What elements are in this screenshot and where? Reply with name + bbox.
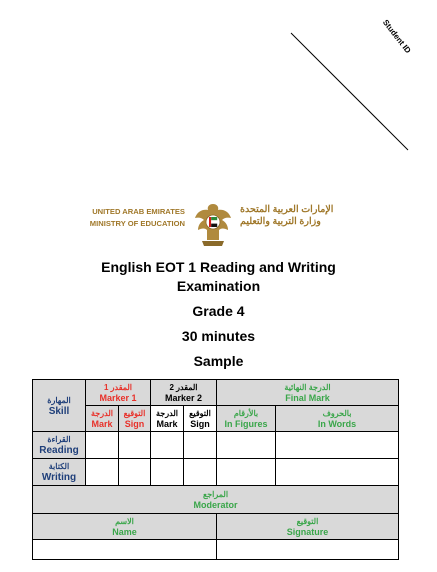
exam-sample-label: Sample bbox=[193, 353, 244, 369]
moderator-name-header: الاسم Name bbox=[33, 514, 217, 540]
uae-falcon-emblem-icon bbox=[192, 200, 234, 248]
marker2-mark-header: الدرجة Mark bbox=[151, 406, 184, 432]
student-id-box-line bbox=[0, 0, 437, 160]
moderator-name-cell[interactable] bbox=[33, 540, 217, 560]
writing-marker1-sign-cell[interactable] bbox=[119, 459, 151, 486]
ministry-name-arabic: الإمارات العربية المتحدة وزارة التربية والتعليم bbox=[240, 204, 334, 227]
writing-row-label: الكتابة Writing bbox=[33, 459, 86, 486]
writing-marker2-sign-cell[interactable] bbox=[184, 459, 217, 486]
writing-marker2-mark-cell[interactable] bbox=[151, 459, 184, 486]
writing-words-cell[interactable] bbox=[276, 459, 399, 486]
writing-marker1-mark-cell[interactable] bbox=[86, 459, 119, 486]
skill-header: المهارة Skill bbox=[33, 380, 86, 432]
marker2-sign-header: التوقيع Sign bbox=[184, 406, 217, 432]
reading-marker2-sign-cell[interactable] bbox=[184, 432, 217, 459]
moderator-signature-header: التوقيع Signature bbox=[217, 514, 399, 540]
marker1-mark-header: الدرجة Mark bbox=[86, 406, 119, 432]
moderator-signature-cell[interactable] bbox=[217, 540, 399, 560]
exam-title: English EOT 1 Reading and Writing Examination bbox=[101, 259, 336, 294]
in-words-header: بالحروف In Words bbox=[276, 406, 399, 432]
student-id-label: Student ID bbox=[380, 18, 413, 56]
marks-table bbox=[32, 379, 399, 560]
final-mark-header: الدرجة النهائية Final Mark bbox=[217, 380, 399, 406]
exam-duration: 30 minutes bbox=[181, 328, 256, 344]
marker1-sign-header: التوقيع Sign bbox=[119, 406, 151, 432]
reading-marker2-mark-cell[interactable] bbox=[151, 432, 184, 459]
reading-marker1-sign-cell[interactable] bbox=[119, 432, 151, 459]
reading-figures-cell[interactable] bbox=[217, 432, 276, 459]
in-figures-header: بالأرقام In Figures bbox=[217, 406, 276, 432]
exam-grade: Grade 4 bbox=[192, 303, 245, 319]
ministry-header bbox=[0, 200, 437, 250]
exam-title-block bbox=[0, 258, 437, 371]
writing-figures-cell[interactable] bbox=[217, 459, 276, 486]
reading-words-cell[interactable] bbox=[276, 432, 399, 459]
marker2-header: المقدر 2 Marker 2 bbox=[151, 380, 217, 406]
ministry-name-english: UNITED ARAB EMIRATES MINISTRY OF EDUCATION bbox=[89, 207, 185, 228]
marker1-header: المقدر 1 Marker 1 bbox=[86, 380, 151, 406]
moderator-header: المراجع Moderator bbox=[33, 486, 399, 514]
reading-marker1-mark-cell[interactable] bbox=[86, 432, 119, 459]
reading-row-label: القراءة Reading bbox=[33, 432, 86, 459]
